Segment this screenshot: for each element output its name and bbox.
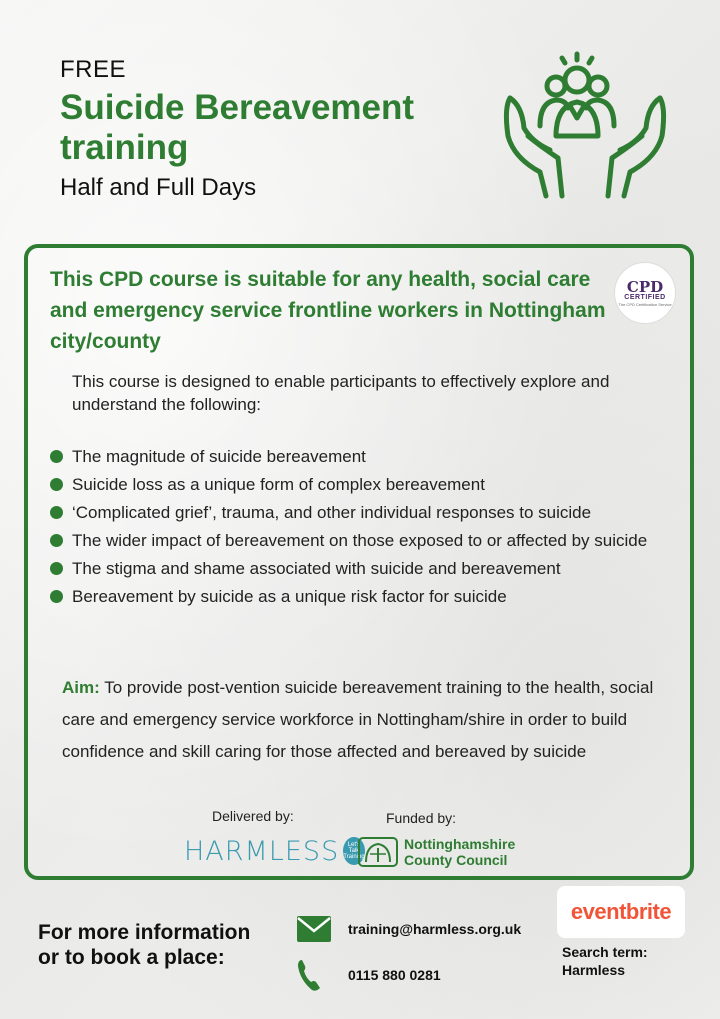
free-label: FREE <box>60 56 127 83</box>
envelope-icon <box>296 915 332 943</box>
more-info-heading <box>38 920 250 970</box>
cpd-certified-badge <box>614 262 676 324</box>
council-name <box>404 836 515 868</box>
list-item-text: The magnitude of suicide bereavement <box>72 447 366 466</box>
course-lead: This course is designed to enable participants to effectively explore and understand the following: <box>72 372 610 414</box>
list-item-text: The stigma and shame associated with suicide and bereavement <box>72 559 561 578</box>
aim-statement <box>62 672 672 768</box>
email-link[interactable]: training@harmless.org.uk <box>348 921 522 937</box>
topics-list <box>50 444 670 612</box>
email-row[interactable] <box>296 906 521 952</box>
title-line-2: training <box>60 128 189 167</box>
list-item-text: The wider impact of bereavement on those exposed to or affected by suicide <box>72 531 648 550</box>
list-item <box>50 500 670 526</box>
list-item <box>50 584 670 610</box>
bullet-dot <box>50 534 63 547</box>
tree-icon <box>358 836 398 868</box>
contact-details <box>296 906 521 998</box>
search-term-line-1: Search term: <box>562 944 648 960</box>
phone-number[interactable]: 0115 880 0281 <box>348 967 441 983</box>
header <box>60 56 414 202</box>
harmless-logo <box>180 833 365 869</box>
cpd-badge-line-1: CPD <box>626 277 664 296</box>
title-line-1: Suicide Bereavement <box>60 88 415 127</box>
council-line-1: Nottinghamshire <box>404 836 516 852</box>
more-info-line-2: or to book a place: <box>38 946 225 969</box>
list-item <box>50 444 670 470</box>
aim-label: Aim: <box>62 678 100 697</box>
hands-people-icon <box>500 46 670 206</box>
list-item <box>50 556 670 582</box>
list-item-text: ‘Complicated grief’, trauma, and other individual responses to suicide <box>72 503 592 522</box>
bullet-dot <box>50 590 63 603</box>
subtitle: Half and Full Days <box>60 174 257 201</box>
eventbrite-logo[interactable] <box>557 886 685 938</box>
cpd-badge-line-3: The CPD Certification Service <box>618 301 672 307</box>
course-intro: This CPD course is suitable for any health, social care and emergency service frontline workers in Nottingham city/county <box>50 268 606 353</box>
harmless-logo-text: HARMLESS <box>184 835 340 867</box>
bullet-dot <box>50 506 63 519</box>
funded-by-label: Funded by: <box>386 810 457 826</box>
bullet-dot <box>50 450 63 463</box>
bullet-dot <box>50 562 63 575</box>
course-info-box <box>24 244 694 880</box>
nottinghamshire-council-logo <box>358 834 548 870</box>
phone-row[interactable] <box>296 952 521 998</box>
list-item <box>50 472 670 498</box>
list-item <box>50 528 670 554</box>
list-item-text: Bereavement by suicide as a unique risk factor for suicide <box>72 587 507 606</box>
search-term <box>562 943 648 979</box>
bullet-dot <box>50 478 63 491</box>
more-info-line-1: For more information <box>38 921 251 944</box>
phone-icon <box>296 958 322 992</box>
eventbrite-logo-text: eventbrite <box>570 899 672 924</box>
council-line-2: County Council <box>404 852 508 868</box>
cpd-badge-line-2: CERTIFIED <box>624 293 666 301</box>
delivered-by-label: Delivered by: <box>212 808 294 824</box>
list-item-text: Suicide loss as a unique form of complex bereavement <box>72 475 485 494</box>
search-term-line-2: Harmless <box>562 962 626 978</box>
lets-talk-training-logo: Let's Talk Training <box>343 837 364 865</box>
page-title <box>60 88 414 168</box>
aim-text: To provide post-vention suicide bereavement training to the health, social care and emergency service workforce in Nottingham/shire in order to build confidence and skill caring for those affected and bereaved by suicide <box>62 678 654 761</box>
